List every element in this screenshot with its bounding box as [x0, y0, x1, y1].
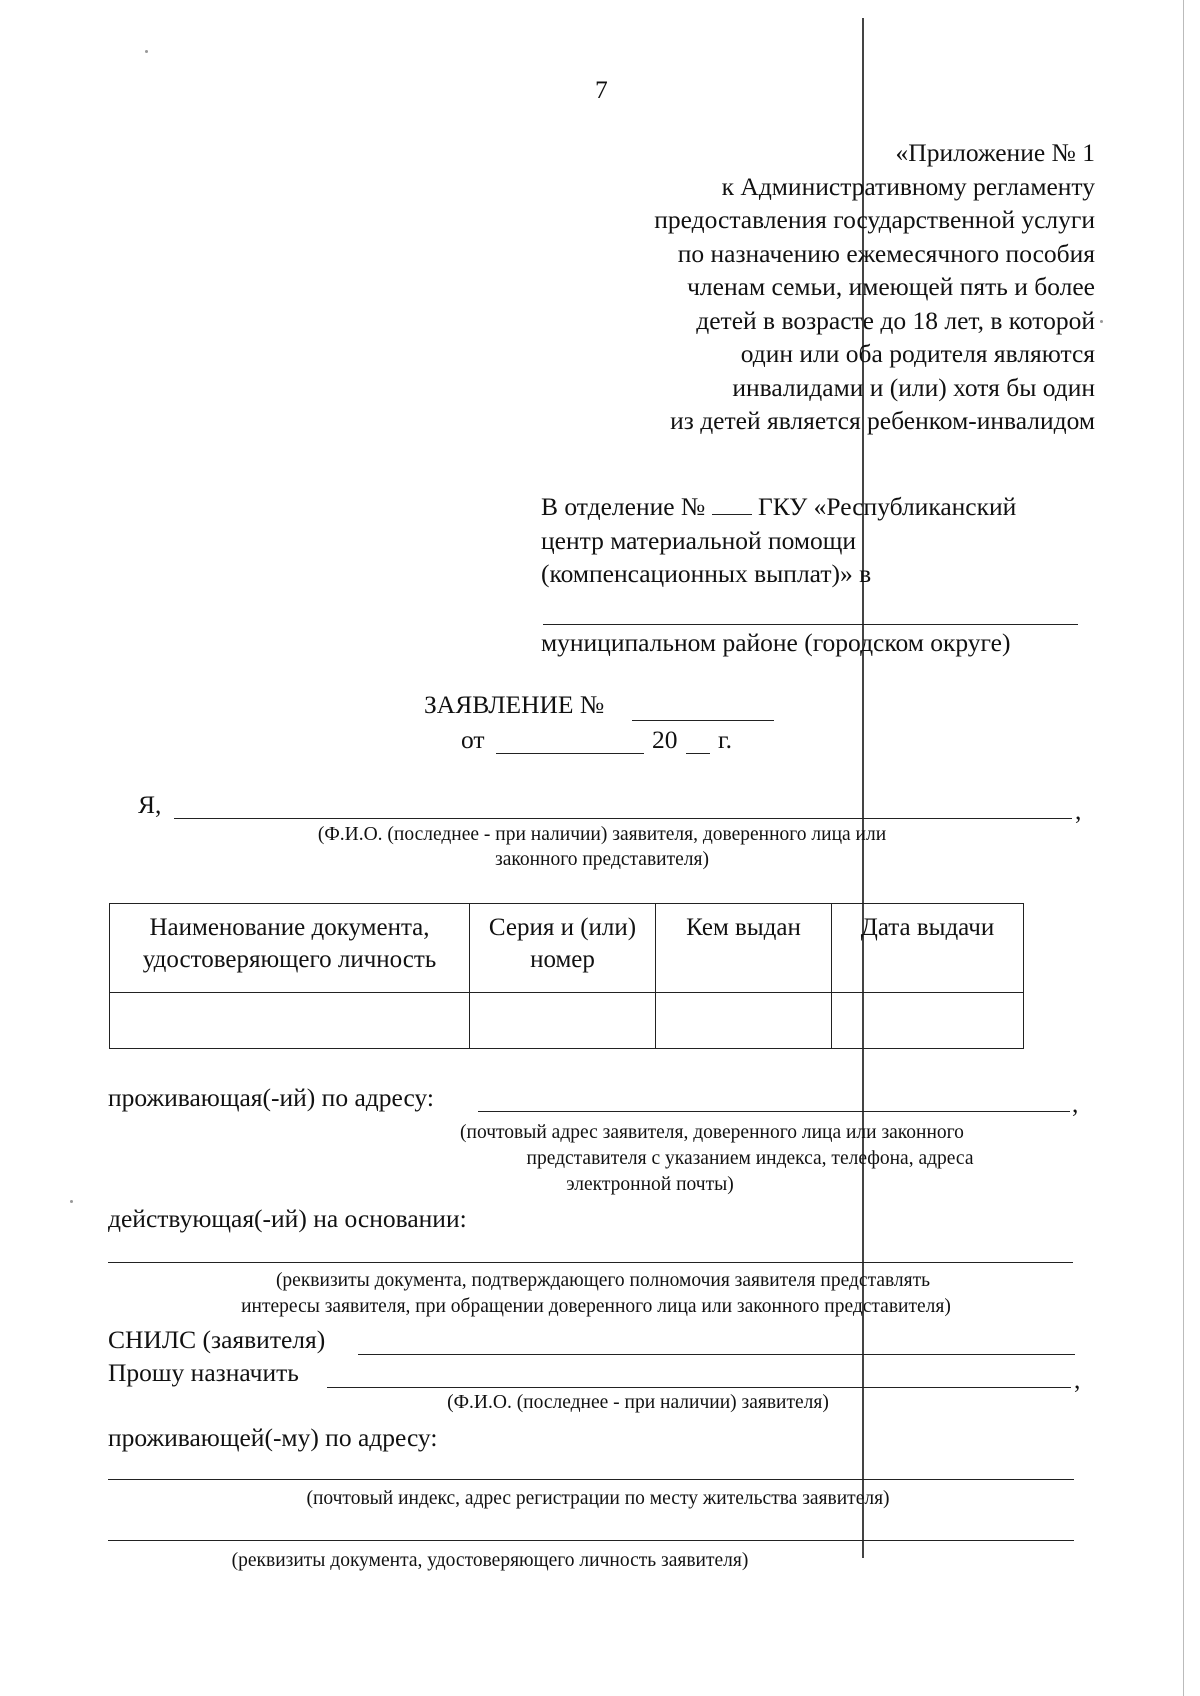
residence-label: проживающая(-ий) по адресу: — [108, 1083, 434, 1112]
table-row — [110, 993, 1024, 1049]
application-number-field[interactable] — [632, 720, 774, 721]
application-title: ЗАЯВЛЕНИЕ № — [424, 690, 605, 719]
request-caption: (Ф.И.О. (последнее - при наличии) заявителя) — [447, 1392, 829, 1413]
appendix-header — [560, 136, 1095, 438]
appendix-line: инвалидами и (или) хотя бы один — [732, 372, 1095, 402]
appendix-line: по назначению ежемесячного пособия — [677, 238, 1095, 268]
department-number-field[interactable] — [712, 492, 752, 515]
application-date-field[interactable] — [496, 753, 644, 754]
table-header-cell: Дата выдачи — [832, 904, 1024, 993]
scan-speck — [70, 1200, 73, 1203]
appendix-line: из детей является ребенком-инвалидом — [670, 406, 1095, 435]
residence-caption-2: представителя с указанием индекса, телефона, адреса — [526, 1148, 974, 1169]
scan-edge-line — [1183, 0, 1184, 1696]
request-name-field[interactable] — [327, 1387, 1071, 1388]
district-caption: муниципальном районе (городском округе) — [541, 628, 1011, 657]
table-header-cell: Серия и (или) номер — [470, 904, 656, 993]
applicant-caption — [212, 822, 992, 872]
applicant-caption-line: законного представителя) — [495, 849, 709, 870]
applicant-name-field[interactable] — [174, 818, 1072, 819]
district-field[interactable] — [543, 624, 1078, 625]
year-prefix: 20 — [652, 725, 678, 754]
addressee-prefix: В отделение № — [541, 492, 706, 521]
table-cell-document-name[interactable] — [110, 993, 470, 1049]
table-cell-series-number[interactable] — [470, 993, 656, 1049]
appendix-line: «Приложение № 1 — [895, 138, 1095, 167]
table-header-cell: Кем выдан — [656, 904, 832, 993]
basis-caption-2: интересы заявителя, при обращении доверенного лица или законного представителя) — [241, 1296, 951, 1317]
identity-document-caption: (реквизиты документа, удостоверяющего личность заявителя) — [231, 1550, 749, 1571]
applicant-prefix: Я, — [138, 790, 162, 819]
year-suffix: г. — [718, 725, 732, 754]
residence-caption-1: (почтовый адрес заявителя, доверенного лица или законного — [460, 1122, 964, 1143]
residence-address-field[interactable] — [478, 1111, 1070, 1112]
table-header-cell: Наименование документа, удостоверяющего личность — [110, 904, 470, 993]
residence-trailing-comma: , — [1072, 1089, 1079, 1118]
addressee-suffix: ГКУ «Республиканский — [758, 492, 1017, 521]
page-number: 7 — [595, 75, 608, 104]
appendix-line: детей в возрасте до 18 лет, в которой — [696, 305, 1095, 335]
appendix-line: членам семьи, имеющей пять и более — [687, 272, 1095, 301]
basis-label: действующая(-ий) на основании: — [108, 1204, 467, 1233]
basis-document-field[interactable] — [108, 1262, 1073, 1263]
recipient-address-label: проживающей(-му) по адресу: — [108, 1423, 438, 1452]
scan-speck — [145, 50, 148, 53]
snils-field[interactable] — [358, 1354, 1075, 1355]
appendix-line: предоставления государственной услуги — [654, 205, 1095, 234]
addressee-block — [541, 490, 1016, 591]
table-cell-issue-date[interactable] — [832, 993, 1024, 1049]
addressee-line-1 — [541, 490, 1016, 524]
request-label: Прошу назначить — [108, 1358, 299, 1387]
appendix-line: к Административному регламенту — [721, 171, 1095, 201]
table-header-row — [110, 904, 1024, 993]
request-trailing-comma: , — [1074, 1365, 1081, 1394]
application-year-field[interactable] — [686, 753, 710, 754]
table-cell-issued-by[interactable] — [656, 993, 832, 1049]
recipient-address-field[interactable] — [108, 1479, 1074, 1480]
identity-document-field[interactable] — [108, 1540, 1074, 1541]
identity-document-table — [109, 903, 1024, 1049]
snils-label: СНИЛС (заявителя) — [108, 1325, 326, 1354]
appendix-line: один или оба родителя являются — [740, 339, 1095, 368]
applicant-trailing-comma: , — [1075, 796, 1082, 825]
addressee-line-2: центр материальной помощи — [541, 525, 857, 555]
scan-speck — [1100, 320, 1103, 323]
basis-caption-1: (реквизиты документа, подтверждающего полномочия заявителя представлять — [275, 1270, 931, 1291]
date-prefix: от — [461, 725, 485, 754]
addressee-line-3: (компенсационных выплат)» в — [541, 559, 872, 588]
recipient-address-caption: (почтовый индекс, адрес регистрации по месту жительства заявителя) — [306, 1488, 890, 1509]
residence-caption-3: электронной почты) — [566, 1174, 734, 1195]
applicant-caption-line: (Ф.И.О. (последнее - при наличии) заявителя, доверенного лица или — [317, 824, 887, 845]
